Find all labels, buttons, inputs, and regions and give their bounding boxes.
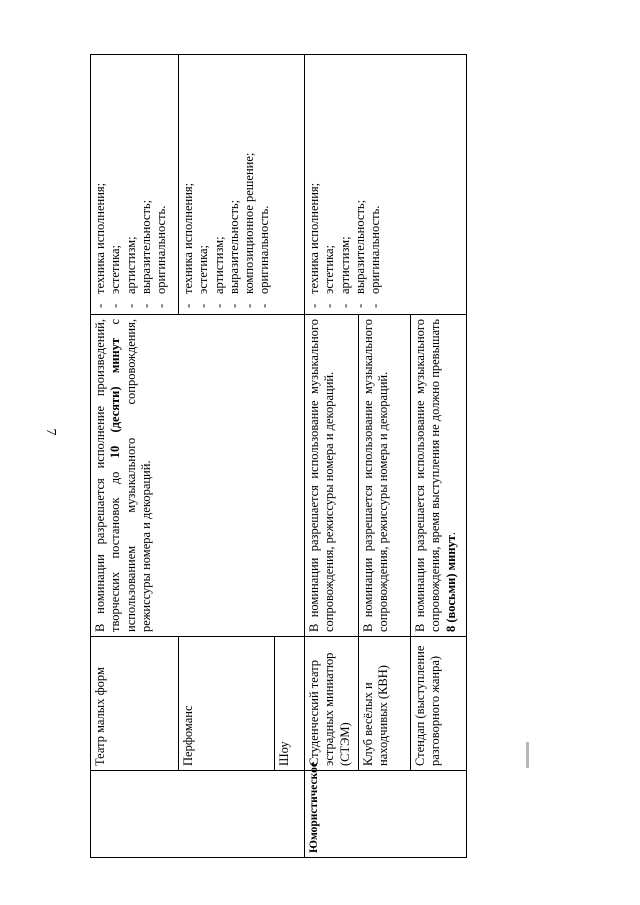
criteria-item: - артистизм;	[124, 59, 139, 310]
subcategory-cell: Студенческий театр эстрадных миниатюр (СТЭМ)	[305, 637, 359, 771]
criteria-item: - артистизм;	[338, 59, 353, 310]
subcategory-cell: Стендап (выступление разговорного жанра)	[411, 637, 467, 771]
criteria-item: - техника исполнения;	[93, 59, 108, 310]
description-cell	[411, 315, 467, 637]
category-cell	[91, 771, 305, 858]
pencil-mark	[526, 742, 529, 768]
description-text: В номинации разрешается исполнение произведений, творческих постановок до	[93, 319, 123, 632]
criteria-list	[93, 59, 169, 310]
description-text-bold: 10 (десяти) минут	[108, 337, 123, 459]
criteria-item: - эстетика;	[108, 59, 123, 310]
subcategory-cell: Шоу	[275, 637, 305, 771]
criteria-item: - техника исполнения;	[181, 59, 196, 310]
criteria-item: - выразительность;	[139, 59, 154, 310]
description-text: В номинации разрешается использование музыкального сопровождения, режиссуры номера и декораций.	[307, 319, 337, 632]
description-text: В номинации разрешается использование музыкального сопровождения, режиссуры номера и декораций.	[361, 319, 391, 632]
criteria-item: - эстетика;	[322, 59, 337, 310]
category-cell: Юмористическое	[305, 771, 467, 858]
criteria-item: - артистизм;	[212, 59, 227, 310]
subcategory-cell: Перфоманс	[179, 637, 275, 771]
nominations-table	[90, 54, 467, 858]
subcategory-cell: Театр малых форм	[91, 637, 179, 771]
criteria-list	[307, 59, 383, 310]
page-number: 7	[43, 428, 58, 436]
description-text: .	[443, 531, 458, 536]
criteria-item: - оригинальность.	[154, 59, 169, 310]
subcategory-cell: Клуб весёлых и находчивых (КВН)	[359, 637, 411, 771]
criteria-item: - композиционное решение;	[242, 59, 257, 310]
criteria-item: - эстетика;	[196, 59, 211, 310]
criteria-cell	[305, 55, 467, 315]
description-text: В номинации разрешается использование музыкального сопровождения, время выступления не должно превышать	[413, 319, 443, 632]
description-cell	[359, 315, 411, 637]
description-cell	[305, 315, 359, 637]
criteria-list	[181, 59, 273, 310]
criteria-cell	[179, 55, 305, 315]
criteria-cell	[91, 55, 179, 315]
criteria-item: - оригинальность.	[257, 59, 272, 310]
criteria-item: - оригинальность.	[368, 59, 383, 310]
description-text: с использованием музыкального сопровождения, режиссуры номера и декораций.	[108, 318, 153, 632]
criteria-item: - техника исполнения;	[307, 59, 322, 310]
criteria-item: - выразительность;	[353, 59, 368, 310]
description-cell	[91, 315, 305, 637]
criteria-item: - выразительность;	[227, 59, 242, 310]
table-row	[305, 55, 359, 858]
description-text-bold: 8 (восьми) минут	[443, 535, 458, 632]
table-row	[91, 55, 179, 858]
rotated-table-container	[90, 55, 467, 858]
